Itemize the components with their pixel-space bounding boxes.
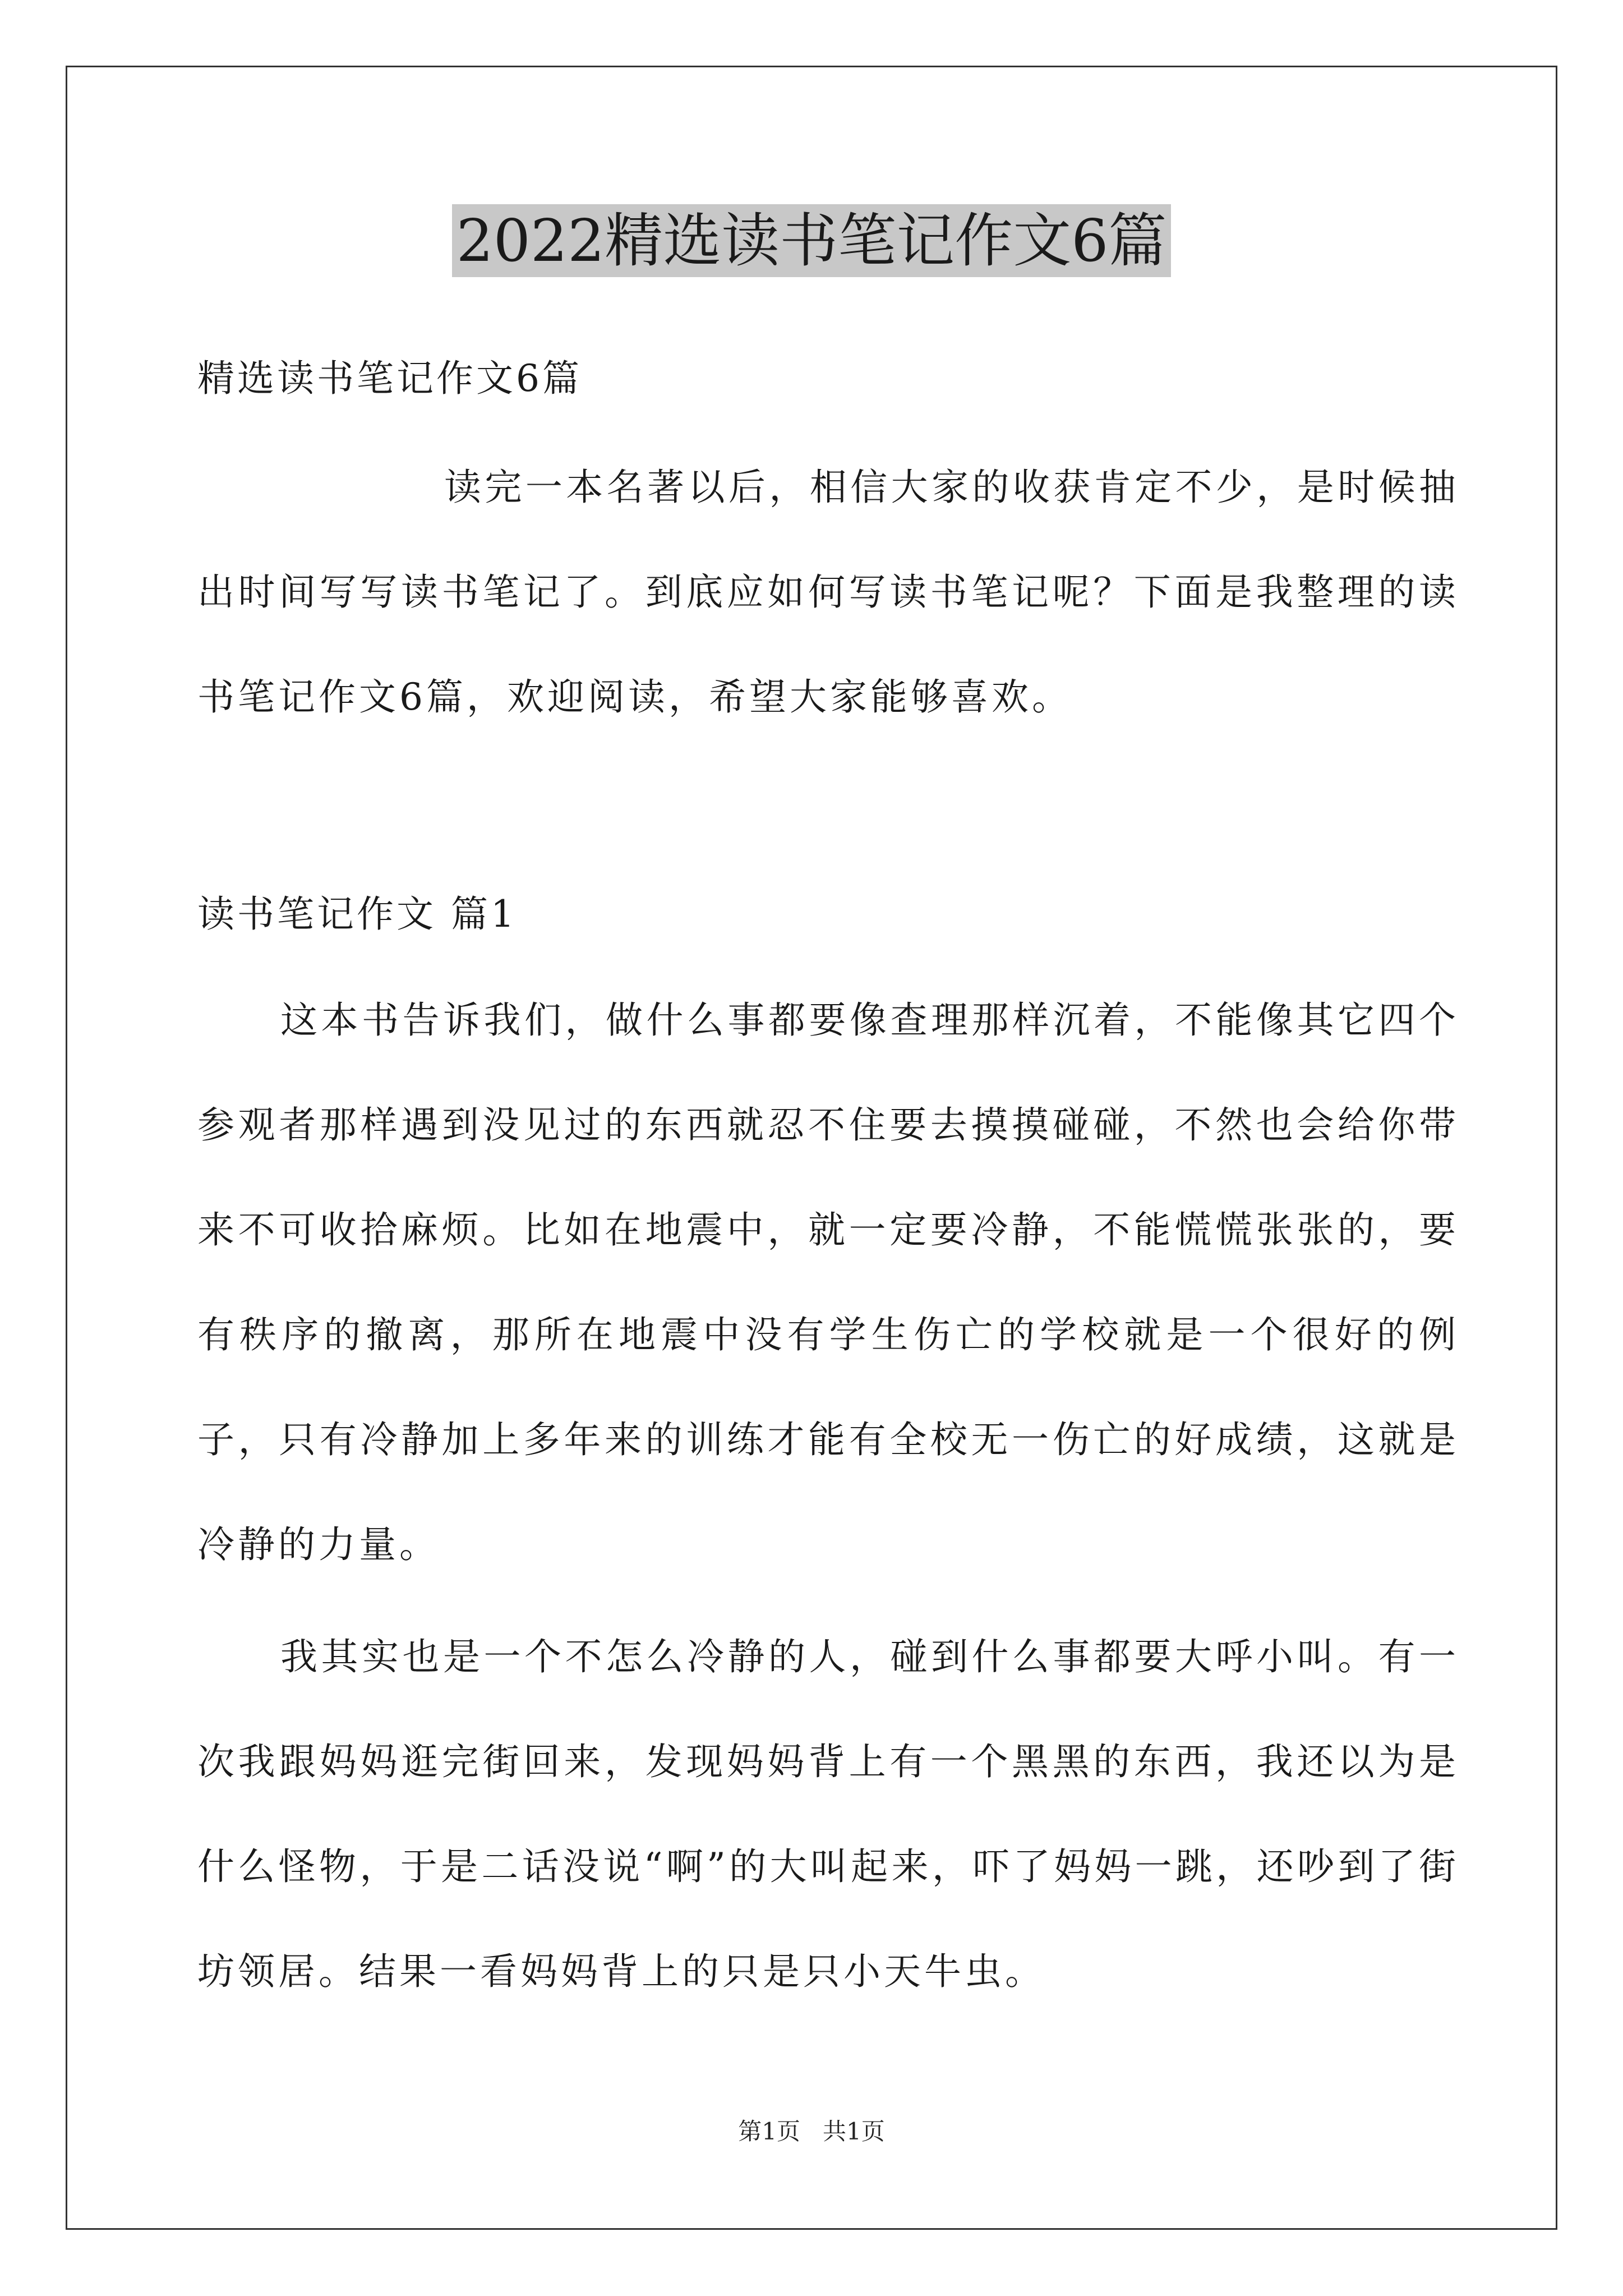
document-title-text: 2022精选读书笔记作文6篇 (452, 204, 1172, 277)
body-paragraph-1: 这本书告诉我们，做什么事都要像查理那样沉着，不能像其它四个参观者那样遇到没见过的东西就忍不住要去摸摸碰碰，不然也会给你带来不可收拾麻烦。比如在地震中，就一定要冷静，不能慌慌张张的，要有秩序的撤离，那所在地震中没有学生伤亡的学校就是一个很好的例子，只有冷静加上多年来的训练才能有全校无一伤亡的好成绩，这就是冷静的力量。 (197, 999, 1459, 1566)
document-subtitle: 精选读书笔记作文6篇 (197, 357, 582, 400)
section-heading: 读书笔记作文 篇1 (197, 892, 517, 936)
document-title (0, 199, 1623, 282)
page-footer: 第1页 共1页 (738, 2118, 885, 2145)
intro-paragraph: 读完一本名著以后，相信大家的收获肯定不少，是时候抽出时间写写读书笔记了。到底应如何写读书笔记呢？下面是我整理的读书笔记作文6篇，欢迎阅读，希望大家能够喜欢。 (197, 466, 1459, 719)
body-paragraph-2: 我其实也是一个不怎么冷静的人，碰到什么事都要大呼小叫。有一次我跟妈妈逛完街回来，发现妈妈背上有一个黑黑的东西，我还以为是什么怪物，于是二话没说“啊”的大叫起来，吓了妈妈一跳，还吵到了街坊领居。结果一看妈妈背上的只是只小天牛虫。 (197, 1635, 1459, 1993)
